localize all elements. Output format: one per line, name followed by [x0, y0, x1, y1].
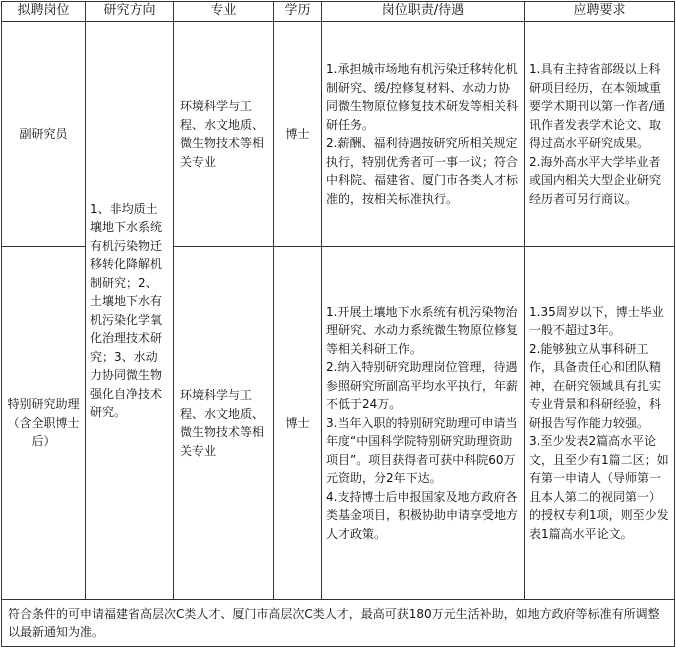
major-cell: 环境科学与工程、水文地质、微生物技术等相关专业	[174, 22, 274, 247]
requirement-item: 2.能够独立从事科研工作，具备责任心和团队精神，在研究领域具有扎实专业背景和科研经验，科研报告写作能力较强。	[529, 341, 662, 430]
position-cell: 副研究员	[2, 22, 86, 247]
duty-item: 1.承担城市场地有机污染迁移转化机制研究、缓/控修复材料、水动力协同微生物原位修复技术研发等相关科研任务。	[326, 62, 519, 132]
duty-item: 2.纳入特别研究助理岗位管理，待遇参照研究所副高平均水平执行，年薪不低于24万。	[326, 360, 519, 412]
duty-item: 2.薪酬、福利待遇按研究所相关规定执行，特别优秀者可一事一议；符合中科院、福建省、厦门市各类人才标准的，按相关标准执行。	[326, 136, 519, 206]
duty-item: 3.当年入职的特别研究助理可申请当年度“中国科学院特别研究助理资助项目”。项目获得者可获中科院60万元资助，分2年下达。	[326, 415, 518, 486]
degree-cell: 博士	[274, 22, 322, 247]
header-degree: 学历	[274, 2, 322, 22]
requirement-item: 1.35周岁以下，博士毕业一般不超过3年。	[529, 304, 664, 338]
footer-row	[2, 600, 675, 647]
footer-note: 符合条件的可申请福建省高层次C类人才、厦门市高层次C类人才，最高可获180万元生活补助，如地方政府等标准有所调整以最新通知为准。	[2, 600, 675, 647]
requirements-cell	[525, 22, 675, 247]
degree-cell: 博士	[274, 247, 322, 600]
header-requirements: 应聘要求	[525, 2, 675, 22]
header-major: 专业	[174, 2, 274, 22]
duty-item: 1.开展土壤地下水系统有机污染物治理研究、水动力系统微生物原位修复等相关科研工作。	[326, 304, 519, 356]
major-cell: 环境科学与工程、水文地质、微生物技术等相关专业	[174, 247, 274, 600]
requirement-item: 2.海外高水平大学毕业者或国内相关大型企业研究经历者可另行商议。	[529, 154, 662, 206]
requirement-item: 3.至少发表2篇高水平论文，且至少有1篇二区；如有第一申请人（导师第一且本人第二的视同第一）的授权专利1项，则至少发表1篇高水平论文。	[529, 434, 669, 541]
duties-cell	[322, 22, 525, 247]
recruitment-table	[1, 1, 675, 647]
duties-cell	[322, 247, 525, 600]
requirement-item: 1.具有主持省部级以上科研项目经历，在本领域重要学术期刊以第一作者/通讯作者发表学术论文、取得过高水平研究成果。	[529, 62, 666, 150]
header-row	[2, 2, 675, 22]
research-direction-cell: 1、非均质土壤地下水系统有机污染物迁移转化降解机制研究；2、土壤地下水有机污染化学氧化治理技术研究；3、水动力协同微生物强化自净技术研究。	[86, 22, 174, 600]
position-cell: 特别研究助理（含全职博士后）	[2, 247, 86, 600]
header-research-direction: 研究方向	[86, 2, 174, 22]
header-position: 拟聘岗位	[2, 2, 86, 22]
header-duties: 岗位职责/待遇	[322, 2, 525, 22]
requirements-cell	[525, 247, 675, 600]
duty-item: 4.支持博士后申报国家及地方政府各类基金项目，积极协助申请享受地方人才政策。	[326, 489, 519, 541]
table-row	[2, 22, 675, 247]
